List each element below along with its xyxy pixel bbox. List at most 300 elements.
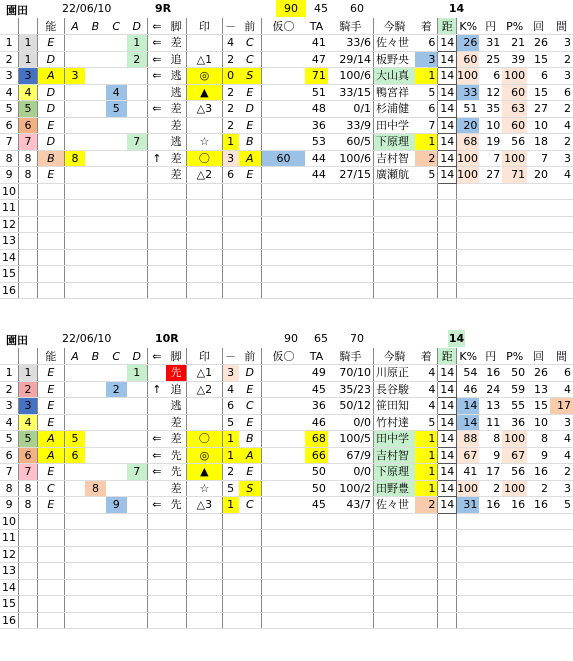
empty-cell <box>438 596 457 613</box>
cell-w: 1 <box>19 365 38 382</box>
empty-cell <box>550 579 573 596</box>
cell-kishu: 100/5 <box>328 431 374 448</box>
cell-sh: ▲ <box>187 464 222 481</box>
empty-cell <box>457 513 480 530</box>
horse-row[interactable] <box>0 84 573 101</box>
empty-cell <box>37 513 64 530</box>
empty-cell <box>305 183 328 200</box>
horse-row[interactable] <box>0 381 573 398</box>
horse-row[interactable] <box>0 101 573 118</box>
empty-cell <box>106 530 127 547</box>
cell-d <box>127 414 148 431</box>
cell-kp: 14 <box>457 414 480 431</box>
cell-b <box>85 431 106 448</box>
cell-ta: 50 <box>305 480 328 497</box>
empty-cell <box>502 216 527 233</box>
cell-ta: 41 <box>305 35 328 52</box>
horse-row[interactable] <box>0 398 573 415</box>
cell-chaku: 1 <box>415 480 438 497</box>
cell-kan: 4 <box>550 447 573 464</box>
empty-cell <box>457 579 480 596</box>
empty-cell <box>166 530 187 547</box>
cell-kyo: 14 <box>438 464 457 481</box>
cell-konki: 田野豊 <box>374 480 416 497</box>
cell-pp: 60 <box>502 117 527 134</box>
cell-konki: 大山真 <box>374 68 416 85</box>
cell-sh: ▲ <box>187 84 222 101</box>
cell-n: 9 <box>0 167 19 184</box>
empty-cell <box>147 596 166 613</box>
empty-cell <box>106 513 127 530</box>
cell-n: 5 <box>0 431 19 448</box>
empty-cell <box>261 612 305 629</box>
cell-nou: A <box>37 68 64 85</box>
empty-cell <box>374 563 416 580</box>
col-header-kishu: 騎手 <box>328 348 374 365</box>
col-header-arrow: ⇐ <box>147 348 166 365</box>
cell-a: 8 <box>64 150 85 167</box>
empty-cell <box>64 183 85 200</box>
horse-row[interactable] <box>0 414 573 431</box>
cell-dash: 6 <box>222 167 239 184</box>
empty-cell <box>147 200 166 217</box>
meta-value-2: 45 <box>314 2 328 15</box>
empty-cell <box>19 266 38 283</box>
cell-dash: 2 <box>222 117 239 134</box>
cell-kyo: 14 <box>438 365 457 382</box>
empty-cell <box>374 183 416 200</box>
cell-mae: E <box>239 84 262 101</box>
horse-row[interactable] <box>0 431 573 448</box>
cell-chaku: 5 <box>415 414 438 431</box>
cell-n: 2 <box>0 381 19 398</box>
cell-d <box>127 68 148 85</box>
cell-kai: 27 <box>527 101 550 118</box>
cell-kai: 13 <box>527 381 550 398</box>
cell-nou: E <box>37 414 64 431</box>
cell-kp: 100 <box>457 151 479 165</box>
empty-cell <box>374 530 416 547</box>
horse-row[interactable] <box>0 167 573 184</box>
cell-en: 13 <box>479 398 502 415</box>
cell-kishu: 29/14 <box>328 51 374 68</box>
empty-cell <box>85 282 106 299</box>
cell-dash: 1 <box>222 447 239 464</box>
cell-nou: A <box>37 447 64 464</box>
empty-cell <box>527 282 550 299</box>
horse-row[interactable] <box>0 51 573 68</box>
cell-kai: 26 <box>527 35 550 52</box>
col-header-w <box>19 348 38 365</box>
cell-w: 6 <box>19 447 38 464</box>
empty-row <box>0 563 573 580</box>
empty-cell: 15 <box>0 596 19 613</box>
cell-kai: 10 <box>527 117 550 134</box>
cell-chaku: 3 <box>415 51 438 68</box>
cell-kyaku: 先 <box>166 497 187 514</box>
empty-cell <box>239 249 262 266</box>
cell-mae: S <box>239 480 262 497</box>
cell-a <box>64 101 85 118</box>
empty-row <box>0 183 573 200</box>
empty-cell <box>147 266 166 283</box>
empty-cell <box>438 563 457 580</box>
horse-row[interactable] <box>0 497 573 514</box>
empty-cell: 14 <box>0 579 19 596</box>
empty-cell <box>305 282 328 299</box>
horse-row[interactable] <box>0 365 573 382</box>
cell-ta: 46 <box>305 414 328 431</box>
cell-konki: 竹村達 <box>374 414 416 431</box>
cell-w: 4 <box>19 84 38 101</box>
col-header-arrow: ⇐ <box>147 18 166 35</box>
cell-kishu: 27/15 <box>328 167 374 184</box>
empty-cell <box>328 282 374 299</box>
col-header-kan: 間 <box>550 18 573 35</box>
empty-cell <box>415 563 438 580</box>
cell-konki: 下原理 <box>374 464 416 481</box>
horse-row[interactable] <box>0 480 573 497</box>
cell-pp: 100 <box>504 481 526 495</box>
col-header-kyo: 距 <box>438 348 457 365</box>
empty-cell <box>305 546 328 563</box>
cell-kyaku: 差 <box>166 480 187 497</box>
cell-c <box>106 447 127 464</box>
empty-cell <box>127 249 148 266</box>
cell-kari <box>261 480 305 497</box>
cell-kan: 5 <box>550 497 573 514</box>
cell-chaku: 1 <box>415 134 438 151</box>
cell-sh: ☆ <box>187 134 222 151</box>
cell-arrow: ⇐ <box>147 497 166 514</box>
empty-cell <box>222 233 239 250</box>
horse-row[interactable] <box>0 134 573 151</box>
empty-cell <box>374 216 416 233</box>
cell-kari <box>261 68 305 85</box>
cell-pp: 50 <box>502 365 527 382</box>
cell-w: 1 <box>19 51 38 68</box>
cell-d: 1 <box>127 35 148 52</box>
cell-c: 2 <box>106 381 127 398</box>
empty-row <box>0 282 573 299</box>
cell-kyaku: 差 <box>166 167 187 184</box>
empty-cell <box>239 216 262 233</box>
empty-cell <box>305 530 328 547</box>
horse-row[interactable] <box>0 35 573 52</box>
empty-cell <box>438 612 457 629</box>
empty-row <box>0 579 573 596</box>
empty-cell <box>479 612 502 629</box>
empty-cell <box>166 563 187 580</box>
cell-arrow: ⇐ <box>147 35 166 52</box>
cell-n: 1 <box>0 35 19 52</box>
empty-cell <box>261 282 305 299</box>
empty-cell <box>147 579 166 596</box>
empty-cell <box>222 579 239 596</box>
cell-kp: 26 <box>457 35 480 52</box>
meta-value-2: 65 <box>314 332 328 345</box>
empty-cell <box>187 266 222 283</box>
cell-sh: ◎ <box>187 68 222 85</box>
cell-kari <box>261 381 305 398</box>
cell-pp: 100 <box>504 69 526 83</box>
empty-cell <box>261 249 305 266</box>
col-header-chaku: 着 <box>415 18 438 35</box>
empty-cell <box>502 513 527 530</box>
cell-c <box>106 134 127 151</box>
cell-arrow <box>147 167 166 184</box>
cell-a <box>64 51 85 68</box>
cell-mae: S <box>239 68 262 85</box>
col-header-kan: 間 <box>550 348 573 365</box>
empty-cell <box>502 200 527 217</box>
cell-en: 7 <box>479 150 502 167</box>
cell-w: 5 <box>19 101 38 118</box>
cell-konki: 佐々世 <box>374 35 416 52</box>
cell-konki: 長谷駿 <box>374 381 416 398</box>
empty-cell <box>374 546 416 563</box>
cell-ta: 36 <box>305 398 328 415</box>
col-header-c: C <box>106 18 127 35</box>
empty-cell <box>64 216 85 233</box>
empty-cell <box>527 249 550 266</box>
empty-cell <box>147 282 166 299</box>
race-header <box>0 0 573 18</box>
empty-cell <box>187 513 222 530</box>
cell-ta: 49 <box>305 365 328 382</box>
col-header-sh: 印 <box>187 18 222 35</box>
empty-cell <box>550 216 573 233</box>
empty-cell <box>85 530 106 547</box>
cell-pp: 100 <box>504 151 526 165</box>
col-header-dash: － <box>222 348 239 365</box>
empty-row <box>0 530 573 547</box>
empty-cell <box>438 530 457 547</box>
cell-c <box>106 117 127 134</box>
venue-label: 園田 <box>6 334 28 347</box>
cell-pp: 59 <box>502 381 527 398</box>
col-header-dash: － <box>222 18 239 35</box>
cell-en: 11 <box>479 414 502 431</box>
cell-chaku: 4 <box>415 365 438 382</box>
empty-cell <box>328 249 374 266</box>
cell-nou: E <box>37 35 64 52</box>
empty-cell <box>222 266 239 283</box>
cell-kari <box>261 84 305 101</box>
cell-kyo: 14 <box>438 431 457 448</box>
horse-row[interactable] <box>0 447 573 464</box>
cell-kyaku: 先 <box>166 365 187 382</box>
cell-c: 4 <box>106 84 127 101</box>
cell-pp: 100 <box>504 432 526 446</box>
empty-cell <box>85 233 106 250</box>
empty-cell <box>147 563 166 580</box>
cell-arrow: ⇐ <box>147 51 166 68</box>
cell-kyo: 14 <box>438 51 457 68</box>
cell-d: 7 <box>127 134 148 151</box>
horse-row[interactable] <box>0 68 573 85</box>
empty-cell <box>527 530 550 547</box>
cell-c <box>106 51 127 68</box>
cell-kan: 6 <box>550 84 573 101</box>
empty-cell <box>222 563 239 580</box>
cell-mae: E <box>239 117 262 134</box>
cell-kyo: 14 <box>438 381 457 398</box>
empty-cell <box>127 266 148 283</box>
cell-b <box>85 150 106 167</box>
cell-kan: 17 <box>550 398 573 415</box>
cell-c <box>106 167 127 184</box>
empty-cell <box>85 513 106 530</box>
cell-arrow <box>147 414 166 431</box>
empty-cell <box>415 183 438 200</box>
cell-chaku: 6 <box>415 101 438 118</box>
cell-kan: 3 <box>550 480 573 497</box>
cell-n: 7 <box>0 464 19 481</box>
empty-cell <box>415 513 438 530</box>
cell-nou: E <box>37 167 64 184</box>
cell-ta: 71 <box>305 68 328 85</box>
cell-w: 5 <box>19 431 38 448</box>
empty-cell <box>147 233 166 250</box>
empty-cell: 14 <box>0 249 19 266</box>
cell-sh: △1 <box>187 365 222 382</box>
empty-cell <box>550 612 573 629</box>
cell-kp: 20 <box>457 117 480 134</box>
horse-row[interactable] <box>0 464 573 481</box>
cell-a <box>64 398 85 415</box>
cell-dash: 0 <box>222 68 239 85</box>
cell-b <box>85 398 106 415</box>
col-header-kyaku: 脚 <box>166 348 187 365</box>
empty-cell <box>479 546 502 563</box>
empty-row <box>0 233 573 250</box>
cell-kp: 68 <box>457 134 480 151</box>
date-label: 22/06/10 <box>62 332 112 345</box>
cell-pp: 56 <box>502 464 527 481</box>
meta-value-1: 90 <box>284 332 298 345</box>
empty-cell <box>374 200 416 217</box>
empty-cell <box>328 233 374 250</box>
col-header-n <box>0 348 19 365</box>
empty-cell <box>187 596 222 613</box>
empty-cell <box>527 266 550 283</box>
empty-cell <box>106 546 127 563</box>
cell-mae: A <box>239 150 262 167</box>
cell-w: 3 <box>19 398 38 415</box>
empty-cell <box>166 546 187 563</box>
empty-row <box>0 266 573 283</box>
empty-cell <box>502 546 527 563</box>
cell-n: 6 <box>0 117 19 134</box>
empty-cell: 10 <box>0 183 19 200</box>
cell-konki: 川原正 <box>374 365 416 382</box>
empty-cell <box>457 266 480 283</box>
cell-c <box>106 35 127 52</box>
empty-cell <box>305 216 328 233</box>
empty-cell <box>187 233 222 250</box>
cell-kyaku: 差 <box>166 35 187 52</box>
cell-d: 2 <box>127 51 148 68</box>
cell-en: 25 <box>479 51 502 68</box>
empty-cell <box>479 183 502 200</box>
cell-kyo: 14 <box>438 480 457 497</box>
cell-kari <box>261 365 305 382</box>
cell-n: 2 <box>0 51 19 68</box>
cell-b <box>85 447 106 464</box>
cell-dash: 2 <box>222 51 239 68</box>
empty-cell <box>328 530 374 547</box>
empty-cell <box>415 579 438 596</box>
empty-cell <box>527 612 550 629</box>
empty-cell <box>415 200 438 217</box>
empty-cell <box>127 183 148 200</box>
empty-cell <box>479 530 502 547</box>
cell-kari <box>261 447 305 464</box>
cell-ta: 36 <box>305 117 328 134</box>
empty-cell <box>328 216 374 233</box>
empty-cell <box>261 233 305 250</box>
empty-cell <box>261 546 305 563</box>
empty-cell <box>457 282 480 299</box>
horse-row[interactable] <box>0 150 573 167</box>
cell-chaku: 2 <box>415 497 438 514</box>
empty-cell <box>305 579 328 596</box>
cell-kan: 4 <box>550 381 573 398</box>
cell-nou: C <box>37 480 64 497</box>
col-header-konki: 今騎 <box>374 348 416 365</box>
empty-cell <box>187 563 222 580</box>
cell-nou: B <box>37 150 64 167</box>
cell-kyo: 14 <box>438 167 457 184</box>
empty-cell <box>127 233 148 250</box>
empty-cell <box>305 612 328 629</box>
cell-kai: 16 <box>527 497 550 514</box>
empty-cell <box>19 596 38 613</box>
col-header-mae: 前 <box>239 18 262 35</box>
col-header-en: 円 <box>479 348 502 365</box>
cell-kai: 15 <box>527 398 550 415</box>
empty-cell <box>166 513 187 530</box>
header-row <box>0 348 573 365</box>
empty-cell <box>261 200 305 217</box>
col-header-a: A <box>64 18 85 35</box>
empty-cell <box>85 579 106 596</box>
cell-kai: 15 <box>527 84 550 101</box>
cell-kari <box>261 497 305 514</box>
empty-cell <box>187 530 222 547</box>
empty-cell <box>85 596 106 613</box>
cell-d <box>127 480 148 497</box>
empty-cell <box>438 513 457 530</box>
cell-b <box>85 68 106 85</box>
horse-row[interactable] <box>0 117 573 134</box>
empty-cell <box>502 183 527 200</box>
empty-cell <box>166 266 187 283</box>
cell-a <box>64 35 85 52</box>
empty-cell <box>527 579 550 596</box>
race-block-9r <box>0 0 573 330</box>
empty-cell <box>106 579 127 596</box>
col-header-n <box>0 18 19 35</box>
col-header-chaku: 着 <box>415 348 438 365</box>
cell-a: 5 <box>64 431 85 448</box>
empty-cell <box>19 612 38 629</box>
empty-cell <box>166 216 187 233</box>
empty-cell <box>550 513 573 530</box>
cell-kishu: 0/0 <box>328 464 374 481</box>
empty-cell <box>305 200 328 217</box>
